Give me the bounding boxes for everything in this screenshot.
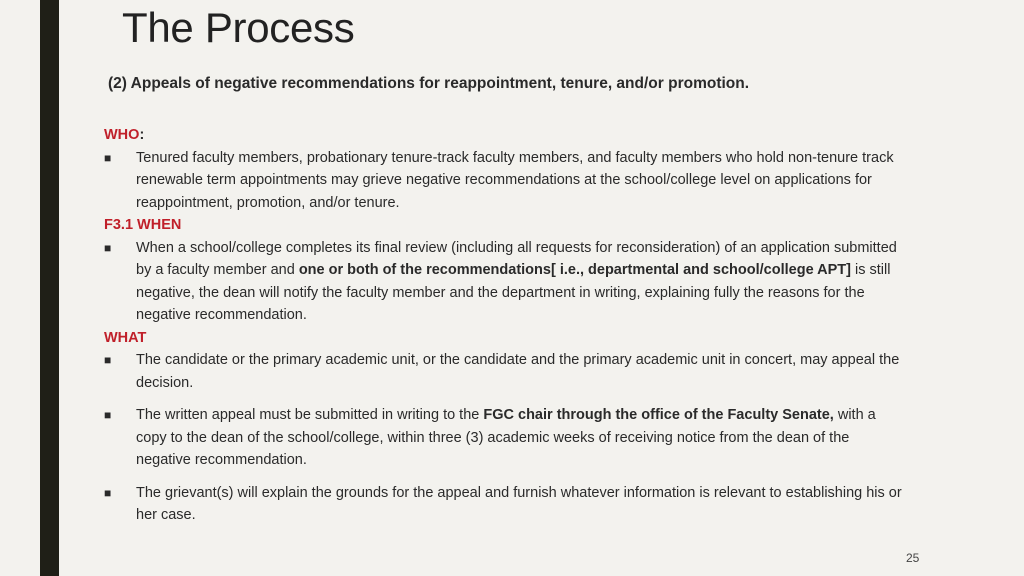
what-bullet-2-bold: FGC chair through the office of the Faculty Senate,	[483, 407, 834, 423]
bullet-square-icon: ■	[104, 353, 112, 367]
what-bullet-2	[104, 404, 904, 472]
bullet-square-icon: ■	[104, 485, 112, 500]
what-bullet-3-text: The grievant(s) will explain the grounds for the appeal and furnish whatever information is relevant to establishing his or her case.	[136, 484, 902, 523]
what-bullet-2-text-1: The written appeal must be submitted in writing to the	[136, 407, 484, 423]
page-number: 25	[906, 551, 920, 565]
slide-subtitle: (2) Appeals of negative recommendations for reappointment, tenure, and/or promotion.	[108, 75, 750, 92]
who-bullet-text: Tenured faculty members, probationary tenure-track faculty members, and faculty members who hold non-tenure track renewable term appointments may grieve negative recommendations at the school/college level on applications for reappointment, promotion, and/or tenure.	[136, 149, 894, 211]
bullet-square-icon: ■	[104, 408, 112, 422]
slide-title: The Process	[122, 4, 355, 51]
who-bullet	[104, 147, 904, 215]
bullet-square-icon: ■	[104, 150, 112, 165]
what-heading: WHAT	[104, 329, 147, 346]
when-heading: F3.1 WHEN	[104, 217, 182, 233]
who-heading-colon: :	[139, 127, 145, 143]
what-bullet-2-text-2: with a copy to the dean of the school/college, within three (3) academic weeks of receiving notice from the dean of the negative recommendation.	[136, 407, 876, 468]
when-bullet-text-2: is still negative, the dean will notify the faculty member and the department in writing, explaining fully the reasons for the negative recommendation.	[136, 262, 891, 323]
bullet-square-icon: ■	[104, 240, 112, 255]
what-bullet-1	[104, 349, 904, 394]
who-heading-label: WHO	[104, 127, 140, 143]
when-bullet-text-1: When a school/college completes its final review (including all requests for reconsideration) of an application submitted by a faculty member and	[136, 239, 897, 278]
who-heading	[104, 124, 904, 147]
what-bullet-3	[104, 482, 904, 527]
slide-body	[104, 124, 904, 527]
what-bullet-1-text: The candidate or the primary academic unit, or the candidate and the primary academic unit in concert, may appeal the decision.	[136, 352, 900, 391]
when-bullet	[104, 237, 904, 327]
when-bullet-bold: one or both of the recommendations[ i.e., departmental and school/college APT]	[298, 262, 851, 278]
side-accent-bar	[40, 0, 59, 576]
